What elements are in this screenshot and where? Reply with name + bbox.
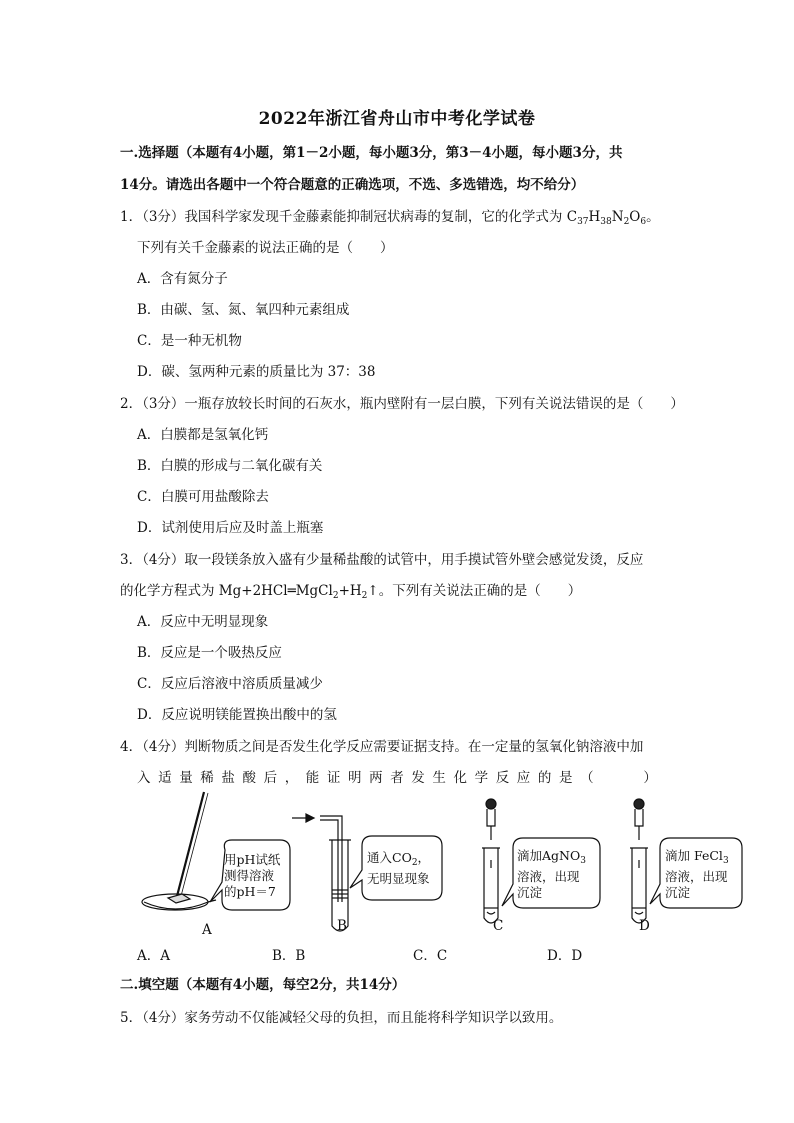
bubble-c-agno3: 滴加AgNO bbox=[517, 848, 581, 863]
q3-option-a: A．反应中无明显现象 bbox=[137, 614, 269, 630]
figure-label-b: B bbox=[337, 918, 347, 934]
q4-figure-drawing bbox=[120, 790, 760, 940]
bubble-b-line2: 无明显现象 bbox=[367, 871, 430, 886]
apparatus-c bbox=[482, 799, 500, 923]
bubble-b-co2: 通入CO bbox=[367, 850, 412, 865]
bubble-d-line3: 沉淀 bbox=[665, 885, 691, 900]
q3-stem: 3．（4分）取一段镁条放入盛有少量稀盐酸的试管中，用手摸试管外壁会感觉发烫，反应 bbox=[120, 552, 644, 568]
q3-equation-line bbox=[120, 581, 581, 606]
q3-option-b: B．反应是一个吸热反应 bbox=[137, 645, 282, 661]
q4-answer-b: B．B bbox=[272, 948, 306, 964]
figure-label-c: C bbox=[493, 918, 504, 934]
bubble-c-text bbox=[517, 848, 586, 901]
bubble-b-text bbox=[367, 850, 430, 887]
q1-option-c: C．是一种无机物 bbox=[137, 333, 242, 349]
bubble-d-fecl3: 滴加 FeCl bbox=[665, 848, 723, 863]
bubble-d-text bbox=[665, 848, 729, 901]
figure-label-d: D bbox=[639, 918, 650, 934]
bubble-c-sub: 3 bbox=[580, 856, 586, 866]
figure-label-a: A bbox=[202, 922, 212, 938]
q1-formula-text: O bbox=[629, 209, 641, 225]
q1-formula-sub: 37 bbox=[577, 217, 589, 227]
bubble-d-line2: 溶液，出现 bbox=[665, 869, 728, 884]
q1-stem-line2: 下列有关千金藤素的说法正确的是（ ） bbox=[137, 240, 394, 256]
section1-heading-line1: 一.选择题（本题有4小题，第1－2小题，每小题3分，第3－4小题，每小题3分，共 bbox=[120, 145, 623, 161]
q2-option-d: D．试剂使用后应及时盖上瓶塞 bbox=[137, 520, 324, 536]
q3-equation-end: ↑。下列有关说法正确的是（ ） bbox=[367, 583, 582, 599]
q1-option-a: A．含有氮分子 bbox=[137, 271, 228, 287]
q1-option-b: B．由碳、氢、氮、氧四种元素组成 bbox=[137, 302, 350, 318]
page-title: 2022年浙江省舟山市中考化学试卷 bbox=[258, 109, 536, 129]
bubble-c-line3: 沉淀 bbox=[517, 885, 543, 900]
section1-heading-line2: 14分。请选出各题中一个符合题意的正确选项，不选、多选错选，均不给分） bbox=[120, 177, 585, 193]
q3-equation-sub: 2 bbox=[332, 591, 339, 601]
q1-stem bbox=[120, 207, 660, 232]
bubble-b-comma: ， bbox=[417, 850, 431, 865]
q3-equation-sub: 2 bbox=[361, 591, 368, 601]
bubble-c-line1 bbox=[517, 848, 586, 869]
q4-answer-d: D．D bbox=[547, 948, 583, 964]
q5-stem: 5．（4分）家务劳动不仅能减轻父母的负担，而且能将科学知识学以致用。 bbox=[120, 1010, 563, 1026]
bubble-a-line: 的pH＝7 bbox=[224, 884, 276, 899]
q2-option-c: C．白膜可用盐酸除去 bbox=[137, 489, 269, 505]
q3-equation-text: 的化学方程式为 Mg+2HCl═MgCl bbox=[120, 583, 333, 599]
bubble-d-sub: 3 bbox=[722, 856, 729, 866]
q4-answer-a: A．A bbox=[137, 948, 170, 964]
q1-formula-sub: 2 bbox=[623, 217, 630, 227]
bubble-a-line: 测得溶液 bbox=[224, 868, 275, 883]
q4-figure bbox=[120, 790, 760, 940]
q1-formula-sub: 6 bbox=[640, 217, 647, 227]
q1-stem-text: 1．（3分）我国科学家发现千金藤素能抑制冠状病毒的复制，它的化学式为 C bbox=[120, 209, 578, 225]
bubble-d-line1 bbox=[665, 848, 729, 869]
apparatus-a bbox=[142, 792, 216, 910]
bubble-a-line: 用pH试纸 bbox=[224, 852, 281, 867]
q4-stem-line2: 入适量稀盐酸后，能证明两者发生化学反应的是（ ） bbox=[137, 770, 665, 786]
q3-option-c: C．反应后溶液中溶质质量减少 bbox=[137, 676, 323, 692]
section2-heading: 二.填空题（本题有4小题，每空2分，共14分） bbox=[120, 977, 406, 993]
apparatus-b bbox=[292, 814, 351, 931]
bubble-a-text bbox=[224, 852, 280, 900]
q3-equation-text: +H bbox=[338, 583, 362, 599]
apparatus-d bbox=[630, 799, 648, 923]
q1-formula-sub: 38 bbox=[600, 217, 612, 227]
q2-option-a: A．白膜都是氢氧化钙 bbox=[137, 427, 269, 443]
bubble-b-sub: 2 bbox=[411, 858, 418, 868]
q4-stem: 4．（4分）判断物质之间是否发生化学反应需要证据支持。在一定量的氢氧化钠溶液中加 bbox=[120, 739, 644, 755]
bubble-b-line1 bbox=[367, 850, 430, 871]
q1-option-d: D．碳、氢两种元素的质量比为 37：38 bbox=[137, 364, 376, 380]
q1-stem-end: 。 bbox=[646, 209, 660, 225]
q2-option-b: B．白膜的形成与二氧化碳有关 bbox=[137, 458, 323, 474]
q2-stem: 2．（3分）一瓶存放较长时间的石灰水，瓶内壁附有一层白膜，下列有关说法错误的是（ ） bbox=[120, 396, 684, 412]
q1-formula-text: H bbox=[588, 209, 601, 225]
q4-answer-c: C．C bbox=[413, 948, 448, 964]
q3-option-d: D．反应说明镁能置换出酸中的氢 bbox=[137, 707, 337, 723]
q1-formula-text: N bbox=[611, 209, 624, 225]
bubble-c-line2: 溶液，出现 bbox=[517, 869, 580, 884]
